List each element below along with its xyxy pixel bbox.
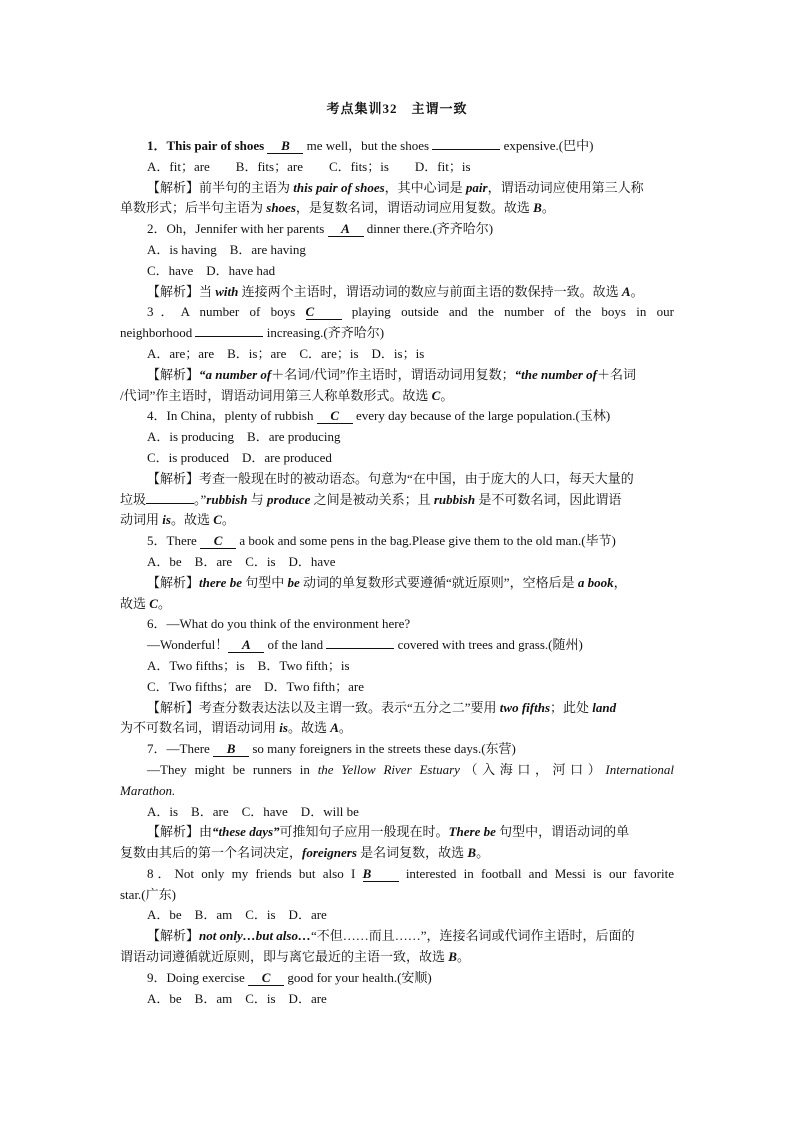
q6-analysis-answer: A	[330, 720, 339, 736]
q8-stem-cont: star.(广东)	[120, 886, 176, 902]
q4-analysis-term: produce	[267, 491, 311, 507]
q7-stem-f: International	[605, 761, 674, 777]
q3-analysis-term: “a number of	[199, 366, 272, 382]
q6-answer: A	[228, 638, 264, 653]
q1-analysis-text: 。	[541, 200, 555, 216]
question-3	[120, 302, 674, 323]
question-7	[120, 739, 674, 760]
q7-stem-e: （入海口，河口）	[459, 761, 606, 777]
q5-analysis	[120, 573, 674, 594]
q2-stem-b: dinner there.(齐齐哈尔)	[363, 221, 494, 237]
question-6: 6．—What do you think of the environment here?	[147, 616, 411, 632]
q4-analysis-text: 是不可数名词，因此谓语	[475, 491, 622, 507]
q8-analysis-text: 。	[456, 949, 470, 965]
q2-analysis-text: 【解析】当	[147, 283, 216, 299]
q6-analysis-term: two fifths	[499, 699, 551, 715]
q6-analysis-text: 。	[338, 720, 352, 736]
q4-analysis: 【解析】考查一般现在时的被动语态。句意为“在中国，由于庞大的人口，每天大量的	[147, 470, 634, 486]
q2-analysis-answer: A	[621, 283, 631, 299]
q4-answer: C	[317, 409, 353, 424]
q2-analysis	[120, 282, 674, 303]
q8-stem-b: interested in football and Messi is our favorite	[398, 865, 674, 881]
q5-analysis-term: there be	[199, 574, 242, 590]
q7-reply	[120, 760, 674, 781]
q4-blank	[146, 503, 194, 504]
q5-options: A．be B．are C．is D．have	[147, 553, 336, 569]
q1-analysis	[120, 178, 674, 199]
q7-analysis-text: 可推知句子应用一般现在时。	[279, 824, 449, 840]
q6-analysis-text: 【解析】考查分数表达法以及主谓一致。表示“五分之二”要用	[147, 699, 500, 715]
q2-analysis-text: 连接两个主语时，谓语动词的数应与前面主语的数保持一致。故选	[238, 283, 622, 299]
q8-answer: B	[363, 867, 399, 882]
q5-analysis-cont	[120, 594, 674, 615]
q7-analysis-term: foreigners	[302, 845, 357, 861]
q4-stem-a: 4．In China，plenty of rubbish	[147, 408, 317, 424]
q8-stem-a: 8．Not only my friends but also I	[147, 865, 363, 881]
q9-stem-a: 9．Doing exercise	[147, 969, 249, 985]
exercise-list	[120, 136, 674, 1009]
question-9	[120, 968, 674, 989]
q5-analysis-answer: C	[149, 595, 158, 611]
q4-analysis-term: rubbish	[206, 491, 248, 507]
q6-options-2: C．Two fifths；are D．Two fifth；are	[147, 678, 364, 694]
q1-analysis-term: shoes	[266, 200, 296, 216]
q1-answer: B	[267, 139, 303, 154]
q7-reply-cont: Marathon.	[120, 782, 176, 798]
q4-options-2: C．is produced D．are produced	[147, 449, 332, 465]
q1-analysis-answer: B	[533, 200, 542, 216]
question-4	[120, 406, 674, 427]
q9-stem-b: good for your health.(安顺)	[284, 969, 432, 985]
q4-analysis-answer: C	[213, 512, 222, 528]
q7-analysis-cont	[120, 843, 674, 864]
q2-stem-a: 2．Oh，Jennifer with her parents	[147, 221, 328, 237]
q6-stem-c: of the land	[264, 637, 327, 653]
q4-analysis-text: 之间是被动关系；且	[310, 491, 434, 507]
q3-stem-d: increasing.(齐齐哈尔)	[263, 325, 385, 341]
q7-stem-b: so many foreigners in the streets these days.(东营)	[249, 741, 516, 757]
q4-analysis-text: 。	[221, 512, 235, 528]
q1-stem-c: expensive.(巴中)	[500, 138, 594, 153]
q3-analysis-text: ＋名词	[596, 366, 636, 382]
q5-analysis-text: 动词的单复数形式要遵循“就近原则”，空格后是	[299, 574, 578, 590]
q5-answer: C	[200, 534, 236, 549]
q6-stem-b: —Wonderful！	[147, 637, 229, 653]
q5-analysis-term: be	[287, 574, 300, 590]
q7-stem-a: 7．—There	[147, 741, 214, 757]
q6-analysis-text: ；此处	[550, 699, 593, 715]
q7-analysis-text: 是名词复数，故选	[356, 845, 468, 861]
q5-stem-b: a book and some pens in the bag.Please give them to the old man.(毕节)	[236, 533, 616, 549]
q4-stem-b: every day because of the large population.(玉林)	[352, 408, 611, 424]
q3-analysis	[120, 365, 674, 386]
q1-stem-a: 1．This pair of shoes	[147, 138, 268, 153]
q1-options: A．fit；are B．fits；are C．fits；is D．fit；is	[147, 158, 471, 174]
q1-stem-b: me well，but the shoes	[303, 138, 433, 153]
q6-reply	[120, 635, 674, 656]
q6-analysis-text: 为不可数名词，谓语动词用	[120, 720, 280, 736]
q3-options: A．are；are B．is；are C．are；is D．is；is	[147, 345, 425, 361]
q7-stem-c: —They might be runners in	[147, 761, 318, 777]
q3-analysis-text: 。	[440, 387, 454, 403]
q3-stem-cont	[120, 323, 674, 344]
q7-analysis-text: 句型中，谓语动词的单	[495, 824, 630, 840]
q4-analysis-cont-2	[120, 510, 674, 531]
q4-analysis-cont	[120, 490, 674, 511]
q5-analysis-term: a book	[577, 574, 614, 590]
page-title: 考点集训32 主谓一致	[326, 101, 468, 116]
question-2	[120, 219, 674, 240]
q1-analysis-text: 【解析】前半句的主语为	[147, 179, 294, 195]
q5-analysis-text: 句型中	[241, 574, 288, 590]
q3-analysis-term: “the number of	[514, 366, 597, 382]
q7-analysis-term: “these days”	[212, 824, 280, 840]
q7-analysis-text: 【解析】由	[147, 824, 213, 840]
q1-analysis-term: pair	[465, 179, 488, 195]
q8-analysis	[120, 926, 674, 947]
q8-analysis-text: 谓语动词遵循就近原则，即与离它最近的主语一致，故选	[120, 949, 449, 965]
q1-analysis-text: ，谓语动词应使用第三人称	[487, 179, 644, 195]
question-8	[120, 864, 674, 885]
q7-analysis-text: 。	[476, 845, 490, 861]
q3-analysis-cont	[120, 386, 674, 407]
q5-analysis-text: ，	[613, 574, 627, 590]
q5-analysis-text: 【解析】	[147, 574, 200, 590]
q8-options: A．be B．am C．is D．are	[147, 907, 327, 923]
q8-analysis-text: 【解析】	[147, 928, 200, 944]
q6-analysis-term: land	[592, 699, 617, 715]
q4-analysis-text: 与	[247, 491, 268, 507]
q3-analysis-text: /代词”作主语时，谓语动词用第三人称单数形式。故选	[120, 387, 432, 403]
q7-analysis-answer: B	[467, 845, 477, 861]
q2-options-2: C．have D．have had	[147, 262, 276, 278]
q4-analysis-text: 动词用	[120, 512, 163, 528]
q1-blank	[432, 149, 500, 150]
q4-analysis-text: 垃圾	[120, 491, 147, 507]
q8-analysis-term: not only…but also…	[199, 928, 311, 944]
q4-options-1: A．is producing B．are producing	[147, 429, 341, 445]
q3-analysis-answer: C	[431, 387, 441, 403]
q6-blank	[326, 648, 394, 649]
q9-options: A．be B．am C．is D．are	[147, 990, 327, 1006]
q7-analysis-term: There be	[448, 824, 496, 840]
q6-analysis	[120, 698, 674, 719]
q1-analysis-text: ，其中心词是	[384, 179, 466, 195]
q5-stem-a: 5．There	[147, 533, 201, 549]
q4-analysis-term: is	[162, 512, 171, 528]
q2-options-1: A．is having B．are having	[147, 241, 306, 257]
q3-analysis-text: ＋名词/代词”作主语时，谓语动词用复数；	[271, 366, 515, 382]
q6-options-1: A．Two fifths；is B．Two fifth；is	[147, 657, 350, 673]
q9-answer: C	[248, 971, 284, 986]
q4-analysis-text: 。故选	[170, 512, 214, 528]
q8-analysis-cont	[120, 947, 674, 968]
q3-stem-b: playing outside and the number of the boys in our	[341, 304, 674, 320]
q3-answer: C	[306, 305, 342, 320]
q7-stem-d: the Yellow River Estuary	[317, 761, 460, 777]
q8-analysis-text: “不但……而且……”，连接名词或代词作主语时，后面的	[310, 928, 635, 944]
q8-analysis-answer: B	[448, 949, 457, 965]
q3-stem-c: neighborhood	[120, 325, 196, 341]
q3-stem-a: 3．A number of boys	[147, 304, 306, 320]
q7-answer: B	[213, 742, 249, 757]
q7-analysis-text: 复数由其后的第一个名词决定，	[120, 845, 303, 861]
question-1	[120, 136, 674, 157]
q1-analysis-cont	[120, 198, 674, 219]
q7-options: A．is B．are C．have D．will be	[147, 803, 359, 819]
q5-analysis-text: 故选	[120, 595, 150, 611]
q2-answer: A	[328, 222, 364, 237]
q6-analysis-cont	[120, 718, 674, 739]
q3-blank	[195, 336, 263, 337]
q4-analysis-text: 。”	[194, 491, 207, 507]
q7-analysis	[120, 822, 674, 843]
q6-stem-d: covered with trees and grass.(随州)	[394, 637, 583, 653]
q1-analysis-term: this pair of shoes	[293, 179, 385, 195]
q2-analysis-text: 。	[630, 283, 644, 299]
q3-analysis-text: 【解析】	[147, 366, 200, 382]
q6-analysis-term: is	[279, 720, 288, 736]
q2-analysis-term: with	[215, 283, 239, 299]
q1-analysis-text: 单数形式；后半句主语为	[120, 200, 267, 216]
q5-analysis-text: 。	[157, 595, 171, 611]
q4-analysis-term: rubbish	[433, 491, 476, 507]
question-5	[120, 531, 674, 552]
q6-analysis-text: 。故选	[287, 720, 331, 736]
q1-analysis-text: ，是复数名词，谓语动词应用复数。故选	[295, 200, 534, 216]
